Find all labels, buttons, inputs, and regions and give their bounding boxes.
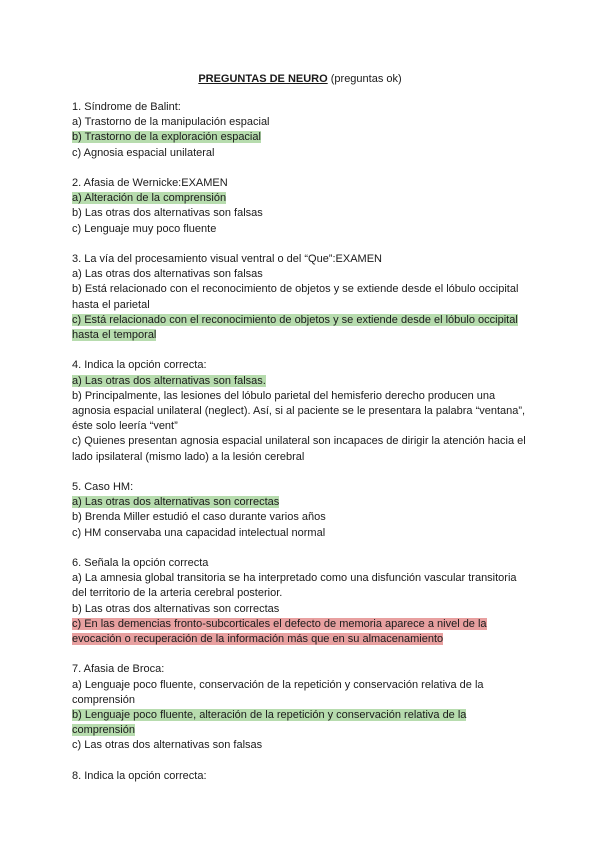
wrong-answer-highlight: c) En las demencias fronto-subcorticales el defecto de memoria aparece a nivel de la evocación o recuperación de la información más que en su almacenamiento — [72, 617, 487, 646]
answer-text: c) Agnosia espacial unilateral — [72, 146, 215, 159]
answer-text: a) Trastorno de la manipulación espacial — [72, 116, 270, 129]
answer-option — [72, 267, 532, 282]
answer-option — [72, 222, 532, 237]
answer-option — [72, 738, 532, 753]
answer-option — [72, 708, 532, 738]
correct-answer-highlight: b) Trastorno de la exploración espacial — [72, 131, 261, 144]
answer-option — [72, 678, 532, 708]
answer-text: a) Las otras dos alternativas son falsas — [72, 268, 263, 281]
answer-option — [72, 313, 532, 343]
question-stem: 7. Afasia de Broca: — [72, 663, 165, 676]
answer-option — [72, 374, 532, 389]
question-list — [72, 100, 532, 799]
answer-option — [72, 206, 532, 221]
answer-option — [72, 282, 532, 312]
answer-option — [72, 434, 532, 464]
correct-answer-highlight: a) Alteración de la comprensión — [72, 192, 227, 205]
question-stem: 6. Señala la opción correcta — [72, 557, 209, 570]
answer-text: b) Las otras dos alternativas son falsas — [72, 207, 263, 220]
answer-option — [72, 495, 532, 510]
question-stem: 3. La vía del procesamiento visual ventral o del “Que”:EXAMEN — [72, 253, 382, 265]
question-stem: 4. Indica la opción correcta: — [72, 359, 207, 372]
answer-option — [72, 191, 532, 206]
answer-text: c) Lenguaje muy poco fluente — [72, 222, 217, 235]
question-6 — [72, 556, 532, 647]
answer-text: b) Principalmente, las lesiones del lóbulo parietal del hemisferio derecho producen una agnosia espacial unilateral (neglect). Así, si al paciente se le presentara la palabra “ventana”, éste solo leería “vent” — [72, 389, 526, 433]
answer-option — [72, 602, 532, 617]
question-8 — [72, 769, 532, 784]
question-stem: 5. Caso HM: — [72, 481, 134, 494]
answer-text: a) Lenguaje poco fluente, conservación de la repetición y conservación relativa de la comprensión — [72, 678, 484, 706]
question-5 — [72, 480, 532, 541]
title-subtitle: (preguntas ok) — [330, 73, 402, 85]
title-main: PREGUNTAS DE NEURO — [198, 73, 328, 85]
answer-option — [72, 130, 532, 145]
question-4 — [72, 358, 532, 464]
document-title — [0, 72, 600, 86]
answer-text: b) Está relacionado con el reconocimiento de objetos y se extiende desde el lóbulo occipital hasta el parietal — [72, 283, 519, 311]
question-1 — [72, 100, 532, 161]
correct-answer-highlight: a) Las otras dos alternativas son falsas. — [72, 374, 266, 387]
answer-option — [72, 389, 532, 435]
answer-option — [72, 115, 532, 130]
answer-option — [72, 146, 532, 161]
answer-option — [72, 510, 532, 525]
answer-text: c) Las otras dos alternativas son falsas — [72, 739, 263, 752]
correct-answer-highlight: c) Está relacionado con el reconocimiento de objetos y se extiende desde el lóbulo occipital hasta el temporal — [72, 313, 518, 342]
answer-text: c) Quienes presentan agnosia espacial unilateral son incapaces de dirigir la atención hacia el lado ipsilateral (mismo lado) a la lesión cerebral — [72, 435, 526, 463]
question-3 — [72, 252, 532, 343]
answer-option — [72, 526, 532, 541]
answer-text: b) Brenda Miller estudió el caso durante varios años — [72, 511, 326, 524]
answer-text: a) La amnesia global transitoria se ha interpretado como una disfunción vascular transitoria del territorio de la arteria cerebral posterior. — [72, 572, 517, 600]
answer-text: b) Las otras dos alternativas son correctas — [72, 602, 280, 615]
question-stem: 1. Síndrome de Balint: — [72, 101, 181, 113]
answer-option — [72, 571, 532, 601]
question-stem: 8. Indica la opción correcta: — [72, 769, 207, 782]
answer-text: c) HM conservaba una capacidad intelectual normal — [72, 526, 326, 539]
question-7 — [72, 662, 532, 753]
answer-option — [72, 617, 532, 647]
question-2 — [72, 176, 532, 237]
correct-answer-highlight: a) Las otras dos alternativas son correctas — [72, 496, 280, 509]
question-stem: 2. Afasia de Wernicke:EXAMEN — [72, 177, 228, 189]
correct-answer-highlight: b) Lenguaje poco fluente, alteración de la repetición y conservación relativa de la comprensión — [72, 709, 467, 737]
